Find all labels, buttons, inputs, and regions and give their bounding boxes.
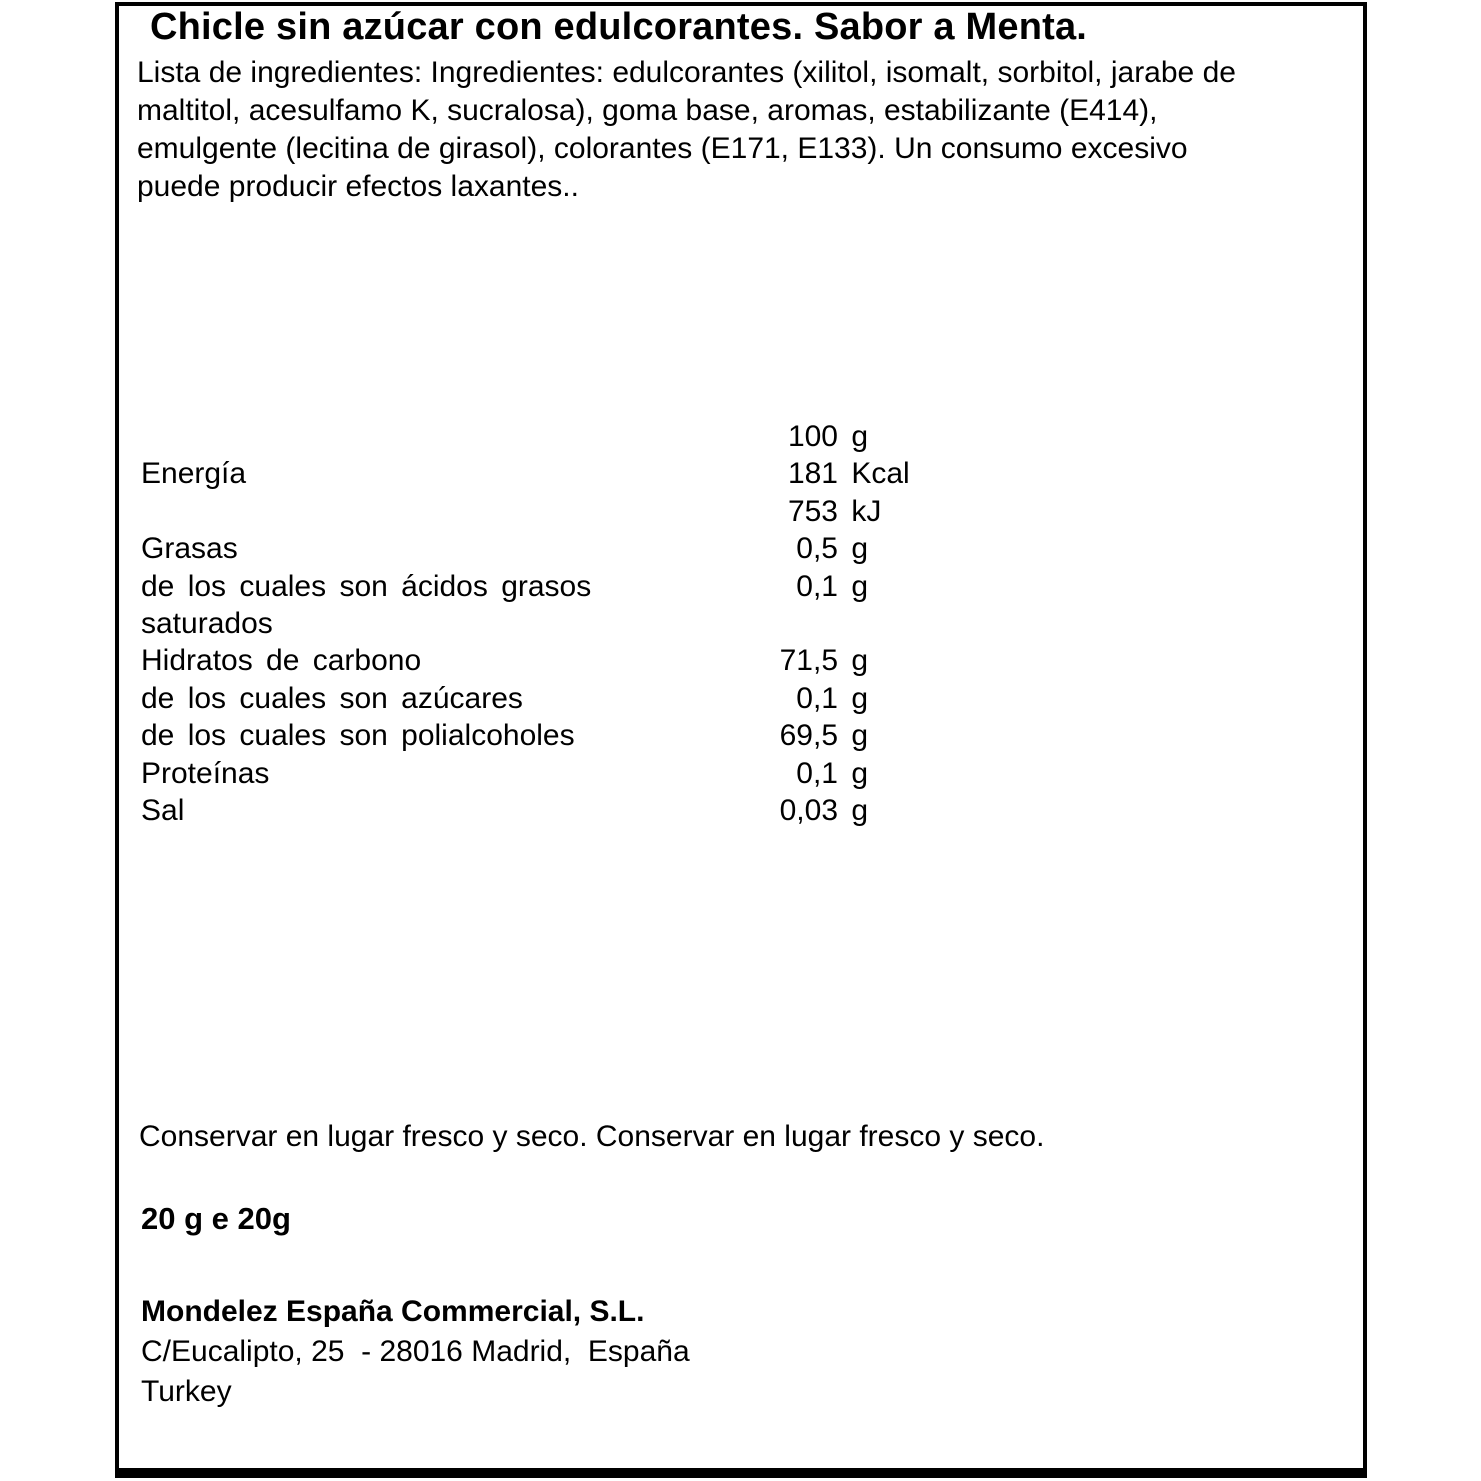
nutrition-value-number: 100 bbox=[787, 420, 838, 453]
nutrition-table bbox=[119, 418, 1363, 829]
nutrition-value-number: 0,1 bbox=[796, 756, 838, 790]
nutrition-row-value bbox=[763, 680, 868, 717]
manufacturer-block bbox=[141, 1292, 690, 1412]
nutrition-row bbox=[119, 568, 1363, 605]
product-label-box bbox=[115, 2, 1367, 1478]
nutrition-row bbox=[119, 493, 1363, 530]
nutrition-value-unit: g bbox=[851, 569, 869, 603]
nutrition-row-value bbox=[763, 792, 868, 829]
nutrition-value-number: 0,1 bbox=[796, 569, 838, 603]
nutrition-row-value bbox=[763, 642, 868, 679]
nutrition-row bbox=[119, 755, 1363, 792]
nutrition-row-value bbox=[763, 418, 868, 455]
nutrition-value-number: 71,5 bbox=[779, 644, 838, 678]
ingredients-text: Lista de ingredientes: Ingredientes: edulcorantes (xilitol, isomalt, sorbitol, jarabe de maltitol, acesulfamo K, sucralosa), goma base, aromas, estabilizante (E414), emulgente (lecitina de girasol), colorantes (E171, E133). Un consumo excesivo puede producir efectos laxantes.. bbox=[137, 56, 1236, 203]
nutrition-row bbox=[119, 418, 1363, 455]
product-title: Chicle sin azúcar con edulcorantes. Sabor a Menta. bbox=[150, 6, 1088, 48]
nutrition-row bbox=[119, 717, 1363, 754]
nutrition-row-value bbox=[763, 568, 868, 605]
nutrition-value-unit: g bbox=[851, 719, 869, 753]
manufacturer-name: Mondelez España Commercial, S.L. bbox=[141, 1295, 645, 1328]
manufacturer-country: Turkey bbox=[141, 1375, 232, 1408]
nutrition-value-number: 181 bbox=[787, 457, 838, 491]
nutrition-row-value bbox=[763, 455, 910, 492]
nutrition-row-label: de los cuales son azúcares bbox=[141, 681, 523, 715]
nutrition-row-label: Hidratos de carbono bbox=[141, 644, 422, 678]
net-weight: 20 g e 20g bbox=[141, 1201, 291, 1236]
nutrition-value-unit: g bbox=[851, 756, 869, 790]
nutrition-row-label: Proteínas bbox=[141, 756, 270, 790]
nutrition-value-number: 0,03 bbox=[779, 793, 838, 827]
nutrition-row bbox=[119, 680, 1363, 717]
nutrition-row-label: saturados bbox=[141, 606, 273, 640]
nutrition-value-unit: Kcal bbox=[851, 457, 910, 491]
storage-instructions: Conservar en lugar fresco y seco. Conservar en lugar fresco y seco. bbox=[139, 1120, 1045, 1153]
nutrition-row-value bbox=[763, 755, 868, 792]
nutrition-row-label: de los cuales son polialcoholes bbox=[141, 719, 575, 753]
nutrition-row bbox=[119, 455, 1363, 492]
nutrition-value-unit: kJ bbox=[851, 494, 882, 528]
nutrition-value-number: 69,5 bbox=[779, 719, 838, 753]
nutrition-row bbox=[119, 605, 1363, 642]
manufacturer-address: C/Eucalipto, 25 - 28016 Madrid, España bbox=[141, 1335, 690, 1368]
nutrition-value-unit: g bbox=[851, 532, 869, 566]
nutrition-row-value bbox=[763, 717, 868, 754]
nutrition-row bbox=[119, 792, 1363, 829]
nutrition-value-unit: g bbox=[851, 681, 869, 715]
nutrition-value-number: 753 bbox=[787, 494, 838, 528]
nutrition-row-label: Grasas bbox=[141, 532, 238, 566]
nutrition-row bbox=[119, 642, 1363, 679]
nutrition-row-value bbox=[763, 530, 868, 567]
nutrition-value-unit: g bbox=[851, 420, 869, 453]
nutrition-value-unit: g bbox=[851, 644, 869, 678]
nutrition-value-number: 0,1 bbox=[796, 681, 838, 715]
nutrition-row-label: de los cuales son ácidos grasos bbox=[141, 569, 592, 603]
nutrition-row-value bbox=[763, 605, 851, 642]
nutrition-value-unit: g bbox=[851, 793, 869, 827]
nutrition-row-label: Energía bbox=[141, 457, 247, 491]
nutrition-value-number: 0,5 bbox=[796, 532, 838, 566]
nutrition-row-label: Sal bbox=[141, 793, 185, 827]
nutrition-row-value bbox=[763, 493, 881, 530]
nutrition-row bbox=[119, 530, 1363, 567]
